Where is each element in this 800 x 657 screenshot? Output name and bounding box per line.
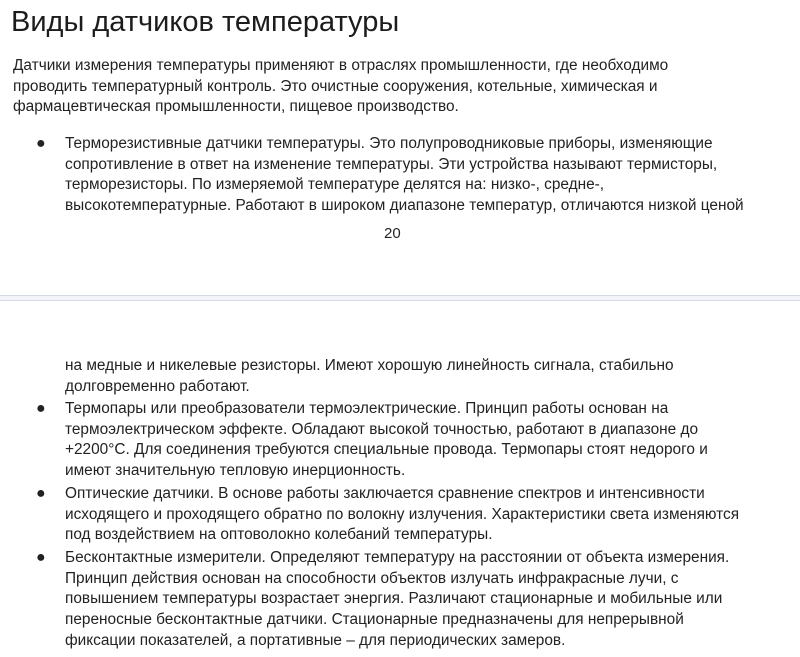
bullet-icon: ● [36,549,46,566]
text-line: терморезисторы. По измеряемой температуре делятся на: низко-, средне-, [65,176,605,194]
intro-line: проводить температурный контроль. Это очистные сооружения, котельные, химическая и [13,77,658,95]
text-line: Принцип действия основан на способности объектов излучать инфракрасные лучи, с [65,569,679,587]
text-line: исходящего и проходящего обратно по волокну излучения. Характеристики света изменяются [65,505,740,523]
bullet-icon: ● [36,400,46,417]
intro-paragraph [13,56,783,118]
page-number: 20 [384,225,401,242]
text-line: повышением температуры возрастает энергия. Различают стационарные и мобильные или [65,590,723,608]
continuation-text [65,356,790,397]
bullet-icon: ● [36,485,46,502]
text-line: сопротивление в ответ на изменение температуры. Эти устройства называют термисторы, [65,155,718,173]
text-line: долговременно работают. [65,377,250,395]
document-page-1 [0,0,800,295]
document-page-2 [0,301,800,657]
text-line: Термопары или преобразователи термоэлектрические. Принцип работы основан на [65,400,669,417]
text-line: Терморезистивные датчики температуры. Это полупроводниковые приборы, изменяющие [65,135,713,152]
text-line: фиксации показателей, а портативные – для периодических замеров. [65,631,566,649]
text-line: Бесконтактные измерители. Определяют температуру на расстоянии от объекта измерения. [65,549,730,566]
list-item-text [65,134,790,217]
intro-line: фармацевтическая промышленности, пищевое производство. [13,98,459,115]
text-line: термоэлектрическом эффекте. Обладают высокой точностью, работают в диапазоне до [65,420,699,438]
bullet-icon: ● [36,135,46,152]
page-title: Виды датчиков температуры [11,6,400,38]
list-item-text [65,548,790,652]
list-item-text [65,399,790,482]
intro-line: Датчики измерения температуры применяют в отраслях промышленности, где необходимо [13,57,669,74]
text-line: переносные бесконтактные датчики. Стационарные предназначены для непрерывной [65,611,684,629]
list-item-text [65,484,790,546]
text-line: Оптические датчики. В основе работы заключается сравнение спектров и интенсивности [65,485,705,502]
text-line: имеют значительную тепловую инерционность. [65,462,406,480]
text-line: +2200°C. Для соединения требуются специальные провода. Термопары стоят недорого и [65,441,708,459]
text-line: на медные и никелевые резисторы. Имеют хорошую линейность сигнала, стабильно [65,357,674,374]
text-line: высокотемпературные. Работают в широком диапазоне температур, отличаются низкой ценой [65,197,744,215]
text-line: под воздействием на оптоволокно колебаний температуры. [65,526,493,544]
